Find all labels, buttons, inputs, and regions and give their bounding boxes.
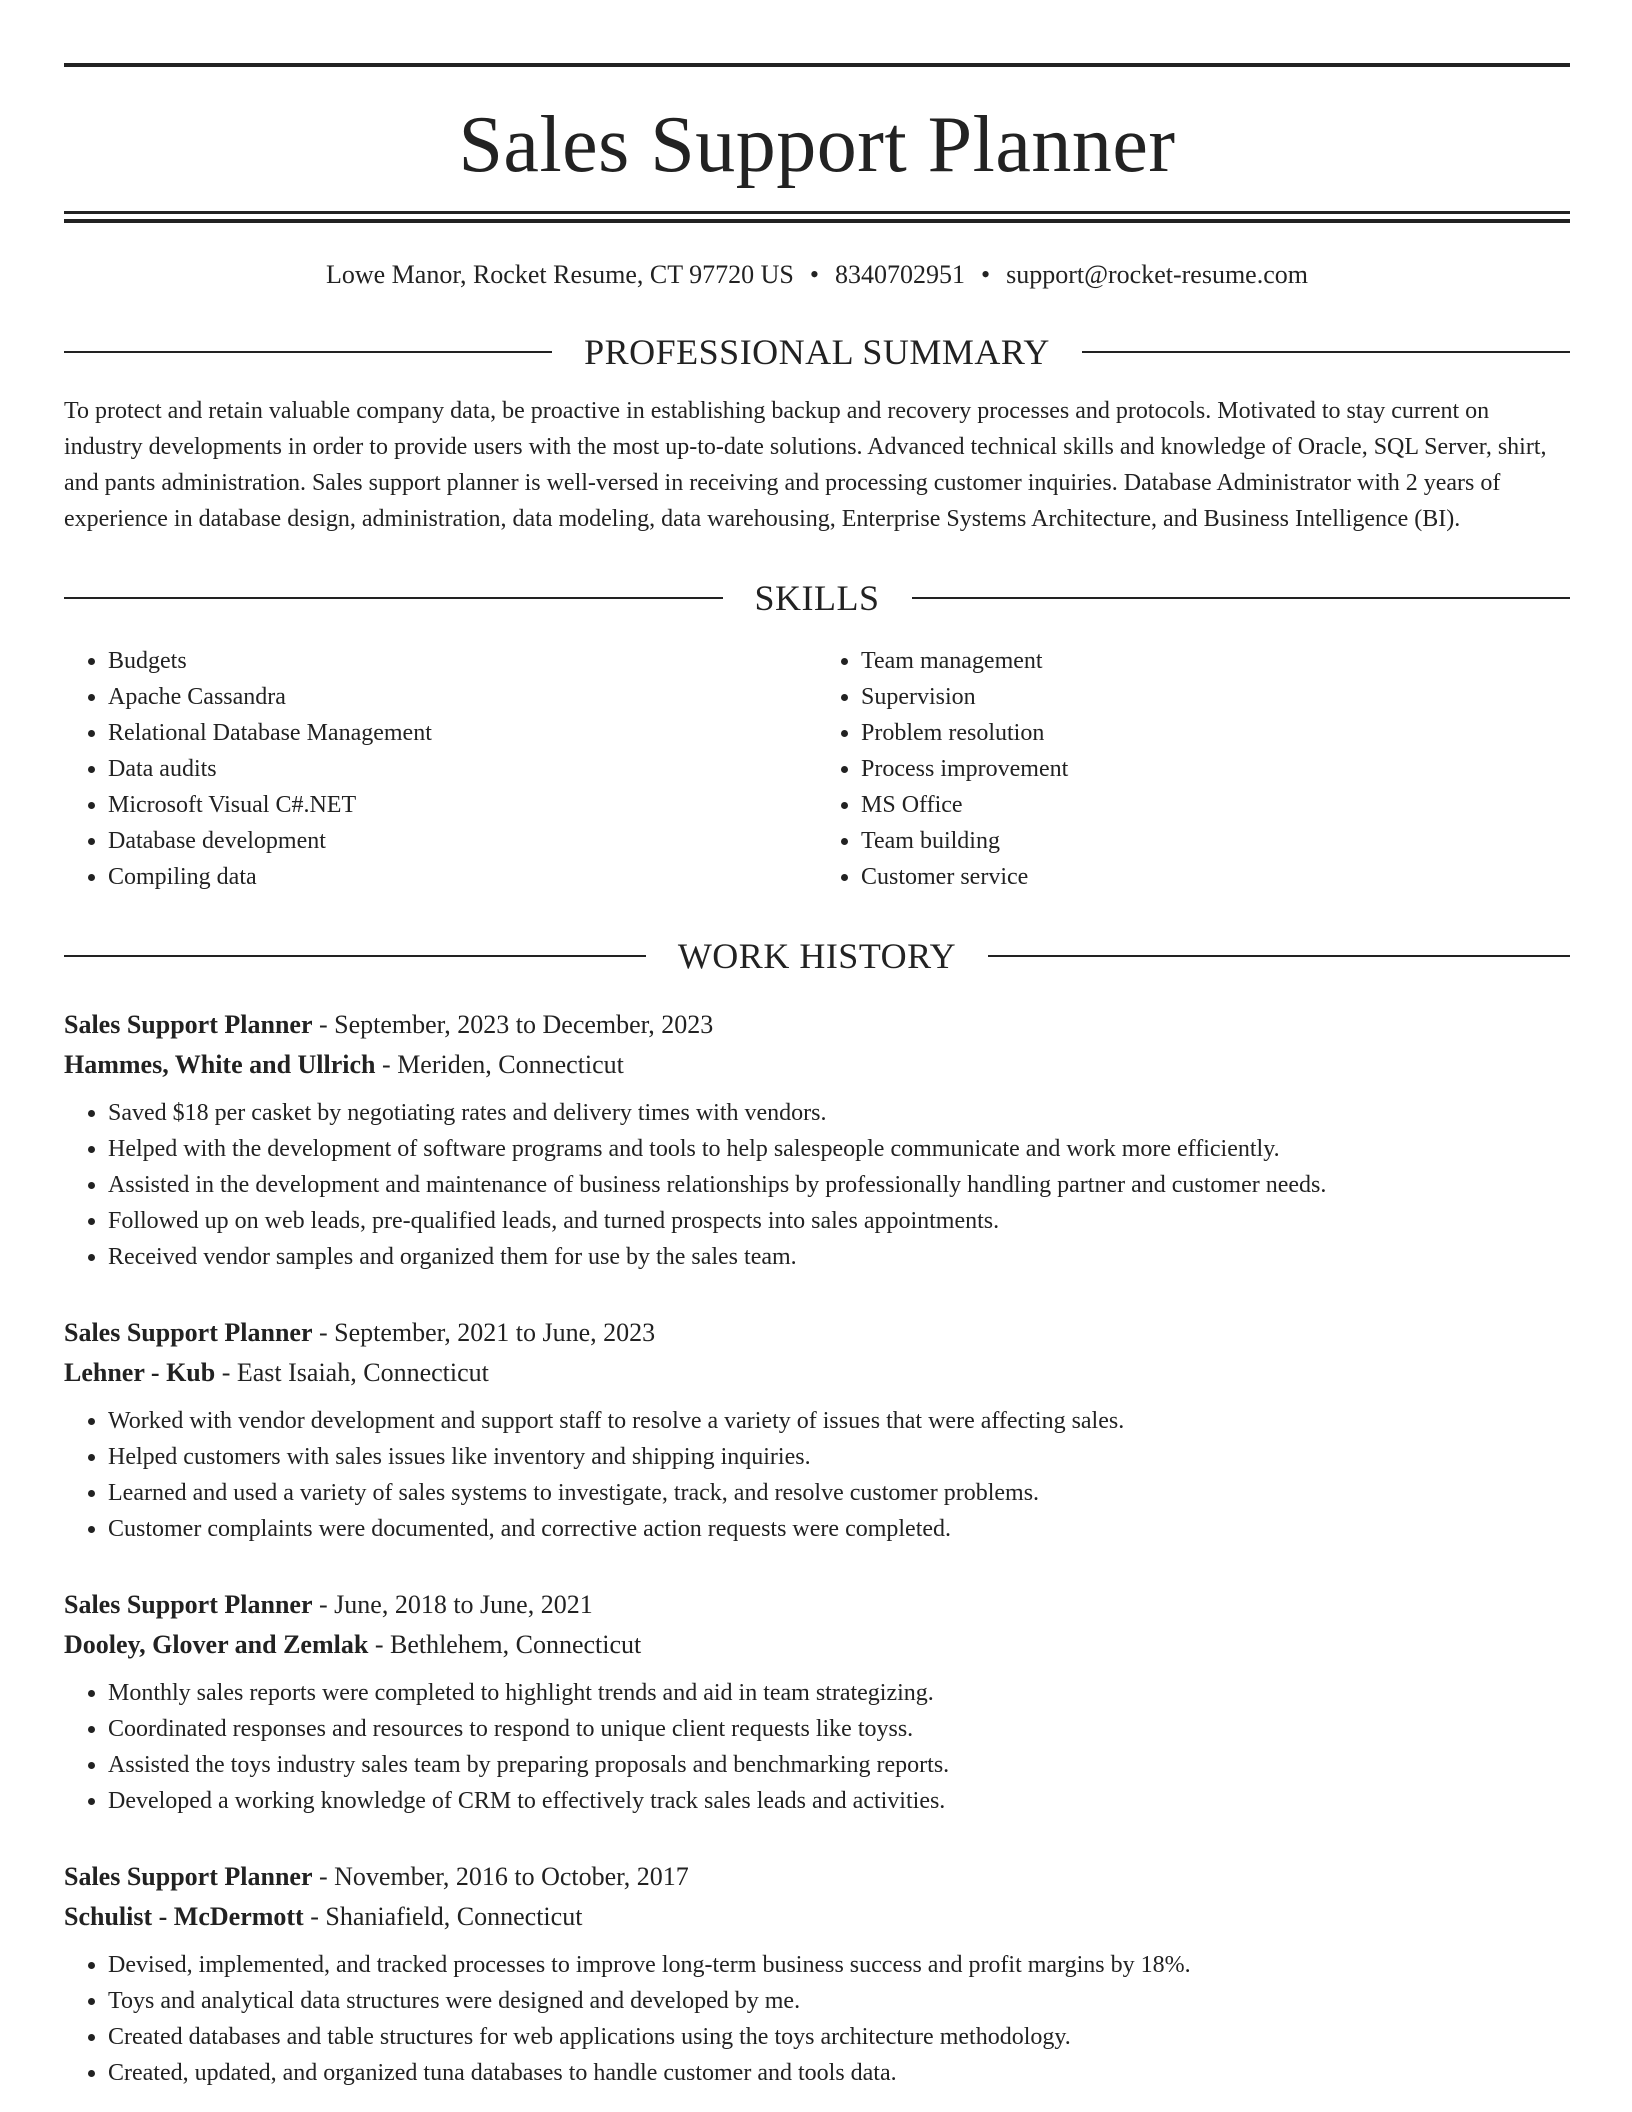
skill-item: • Team management (861, 643, 1570, 679)
job-bullet: • Assisted the toys industry sales team by preparing proposals and benchmarking reports. (108, 1747, 1570, 1783)
heading-rule (64, 351, 552, 353)
job-bullet: • Helped with the development of software programs and tools to help salespeople communicate and work more efficiently. (108, 1131, 1570, 1167)
work-title: WORK HISTORY (677, 936, 957, 976)
contact-separator: • (809, 260, 819, 289)
job-role-line (64, 1857, 1570, 1897)
job-entry (64, 1005, 1570, 1275)
skill-item: • Supervision (861, 679, 1570, 715)
contact-phone[interactable]: 8340702951 (834, 260, 965, 289)
skill-item: • MS Office (861, 787, 1570, 823)
skill-item: • Database development (108, 823, 817, 859)
skill-item: • Process improvement (861, 751, 1570, 787)
skills-title: SKILLS (754, 578, 880, 618)
contact-separator: • (980, 260, 991, 289)
job-company-line (64, 1045, 1570, 1085)
job-bullets (64, 1675, 1570, 1819)
job-company: Lehner - Kub (64, 1358, 216, 1387)
job-role: Sales Support Planner (64, 1862, 313, 1891)
skill-item: • Data audits (108, 751, 817, 787)
skills-section-heading (64, 577, 1570, 619)
contact-email[interactable]: support@rocket-resume.com (1006, 260, 1308, 289)
resume-title: Sales Support Planner (458, 101, 1176, 189)
top-rule (64, 63, 1570, 67)
summary-title: PROFESSIONAL SUMMARY (584, 332, 1050, 372)
skills-columns (64, 643, 1570, 895)
summary-text: To protect and retain valuable company data, be proactive in establishing backup and recovery processes and protocols. Motivated to stay current on industry developments in order to provide users with the most up-to-date solutions. Advanced technical skills and knowledge of Oracle, SQL Server, shirt, and pants administration. Sales support planner is well-versed in receiving and processing customer inquiries. Database Administrator with 2 years of experience in database design, administration, data modeling, data warehousing, Enterprise Systems Architecture, and Business Intelligence (BI). (64, 398, 1547, 532)
job-bullet: • Assisted in the development and maintenance of business relationships by professionally handling partner and customer needs. (108, 1167, 1570, 1203)
job-role: Sales Support Planner (64, 1010, 313, 1039)
work-section-heading (64, 935, 1570, 977)
skill-item: • Compiling data (108, 859, 817, 895)
job-bullet: • Created, updated, and organized tuna databases to handle customer and tools data. (108, 2055, 1570, 2091)
job-bullets (64, 1947, 1570, 2091)
job-bullet: • Coordinated responses and resources to respond to unique client requests like toyss. (108, 1711, 1570, 1747)
job-company: Hammes, White and Ullrich (64, 1050, 376, 1079)
job-bullets (64, 1403, 1570, 1547)
skills-list-left (64, 643, 817, 895)
job-bullet: • Helped customers with sales issues like inventory and shipping inquiries. (108, 1439, 1570, 1475)
heading-rule (64, 955, 646, 957)
job-role-line (64, 1005, 1570, 1045)
job-bullet: • Developed a working knowledge of CRM to effectively track sales leads and activities. (108, 1783, 1570, 1819)
job-bullet: • Followed up on web leads, pre-qualified leads, and turned prospects into sales appointments. (108, 1203, 1570, 1239)
skill-item: • Apache Cassandra (108, 679, 817, 715)
job-company: Dooley, Glover and Zemlak (64, 1630, 369, 1659)
job-dates: - June, 2018 to June, 2021 (312, 1590, 593, 1619)
job-company-line (64, 1353, 1570, 1393)
resume-page (64, 63, 1570, 2091)
heading-rule (1082, 351, 1570, 353)
job-bullet: • Monthly sales reports were completed to highlight trends and aid in team strategizing. (108, 1675, 1570, 1711)
job-role-line (64, 1313, 1570, 1353)
skills-list-right (817, 643, 1570, 895)
skill-item: • Team building (861, 823, 1570, 859)
job-location: - Shaniafield, Connecticut (303, 1902, 583, 1931)
job-role-line (64, 1585, 1570, 1625)
job-bullet: • Learned and used a variety of sales systems to investigate, track, and resolve customer problems. (108, 1475, 1570, 1511)
job-location: - East Isaiah, Connecticut (215, 1358, 489, 1387)
job-role: Sales Support Planner (64, 1318, 313, 1347)
job-bullets (64, 1095, 1570, 1275)
skill-item: • Customer service (861, 859, 1570, 895)
heading-rule (64, 597, 723, 599)
job-location: - Meriden, Connecticut (375, 1050, 624, 1079)
job-dates: - November, 2016 to October, 2017 (312, 1862, 689, 1891)
job-bullet: • Toys and analytical data structures were designed and developed by me. (108, 1983, 1570, 2019)
skill-item: • Budgets (108, 643, 817, 679)
skill-item: • Microsoft Visual C#.NET (108, 787, 817, 823)
skill-item: • Relational Database Management (108, 715, 817, 751)
job-location: - Bethlehem, Connecticut (368, 1630, 642, 1659)
skill-item: • Problem resolution (861, 715, 1570, 751)
job-role: Sales Support Planner (64, 1590, 313, 1619)
title-double-rule (64, 211, 1570, 223)
job-company-line (64, 1625, 1570, 1665)
job-dates: - September, 2021 to June, 2023 (312, 1318, 656, 1347)
summary-section-heading (64, 331, 1570, 373)
job-bullet: • Devised, implemented, and tracked processes to improve long-term business success and profit margins by 18%. (108, 1947, 1570, 1983)
heading-rule (912, 597, 1571, 599)
job-entry (64, 1857, 1570, 2091)
job-bullet: • Saved $18 per casket by negotiating rates and delivery times with vendors. (108, 1095, 1570, 1131)
job-company: Schulist - McDermott (64, 1902, 304, 1931)
heading-rule (988, 955, 1570, 957)
contact-address: Lowe Manor, Rocket Resume, CT 97720 US (325, 260, 794, 289)
job-entry (64, 1585, 1570, 1819)
job-entry (64, 1313, 1570, 1547)
job-bullet: • Customer complaints were documented, and corrective action requests were completed. (108, 1511, 1570, 1547)
job-dates: - September, 2023 to December, 2023 (312, 1010, 714, 1039)
contact-line (64, 259, 1570, 291)
job-bullet: • Created databases and table structures for web applications using the toys architecture methodology. (108, 2019, 1570, 2055)
job-bullet: • Worked with vendor development and support staff to resolve a variety of issues that were affecting sales. (108, 1403, 1570, 1439)
job-company-line (64, 1897, 1570, 1937)
job-bullet: • Received vendor samples and organized them for use by the sales team. (108, 1239, 1570, 1275)
